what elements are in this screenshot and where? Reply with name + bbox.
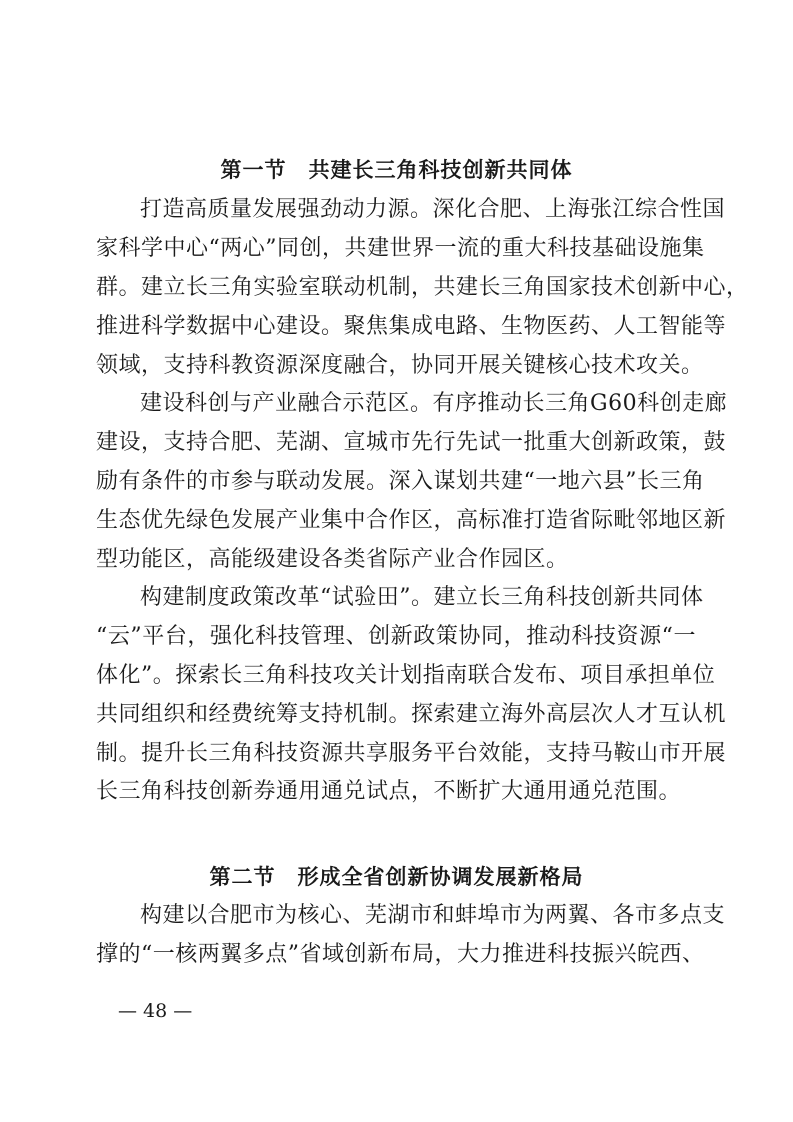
text-line: 构建以合肥市为核心、芜湖市和蚌埠市为两翼、各市多点支 <box>140 903 726 928</box>
text-line: 型功能区，高能级建设各类省际产业合作园区。 <box>96 546 569 572</box>
paragraph-1 <box>96 191 749 385</box>
text-line: 群。建立长三角实验室联动机制，共建长三角国家技术创新中心， <box>96 274 749 300</box>
text-line: 生态优先绿色发展产业集中合作区，高标准打造省际毗邻地区新 <box>96 507 727 533</box>
text-line: 撑的“一核两翼多点”省域创新布局，大力推进科技振兴皖西、 <box>96 941 705 967</box>
paragraph-2 <box>96 385 728 579</box>
section-2-title: 第二节 形成全省创新协调发展新格局 <box>209 865 584 890</box>
text-line: 体化”。探索长三角科技攻关计划指南联合发布、项目承担单位 <box>96 662 716 688</box>
text-line: 构建制度政策改革“试验田”。建立长三角科技创新共同体 <box>140 585 704 610</box>
text-line: 制。提升长三角科技资源共享服务平台效能，支持马鞍山市开展 <box>96 740 727 766</box>
text-line: “云”平台，强化科技管理、创新政策协同，推动科技资源“一 <box>96 623 696 649</box>
text-line: 推进科学数据中心建设。聚焦集成电路、生物医药、人工智能等 <box>96 313 727 339</box>
section-1-title: 第一节 共建长三角科技创新共同体 <box>220 158 573 183</box>
paragraph-4 <box>96 897 726 975</box>
text-line: 建设科创与产业融合示范区。有序推动长三角G60科创走廊 <box>140 391 728 416</box>
text-line: 建设，支持合肥、芜湖、宣城市先行先试一批重大创新政策，鼓 <box>96 429 727 455</box>
page-number: — 48 — <box>118 1000 193 1022</box>
text-line: 领域，支持科教资源深度融合，协同开展关键核心技术攻关。 <box>96 352 704 378</box>
text-line: 共同组织和经费统筹支持机制。探索建立海外高层次人才互认机 <box>96 701 727 727</box>
text-line: 家科学中心“两心”同创，共建世界一流的重大科技基础设施集 <box>96 235 705 261</box>
paragraph-3 <box>96 579 727 812</box>
text-line: 打造高质量发展强劲动力源。深化合肥、上海张江综合性国 <box>140 197 726 222</box>
text-line: 励有条件的市参与联动发展。深入谋划共建“一地六县”长三角 <box>96 468 705 494</box>
text-line: 长三角科技创新券通用通兑试点，不断扩大通用通兑范围。 <box>96 779 682 805</box>
